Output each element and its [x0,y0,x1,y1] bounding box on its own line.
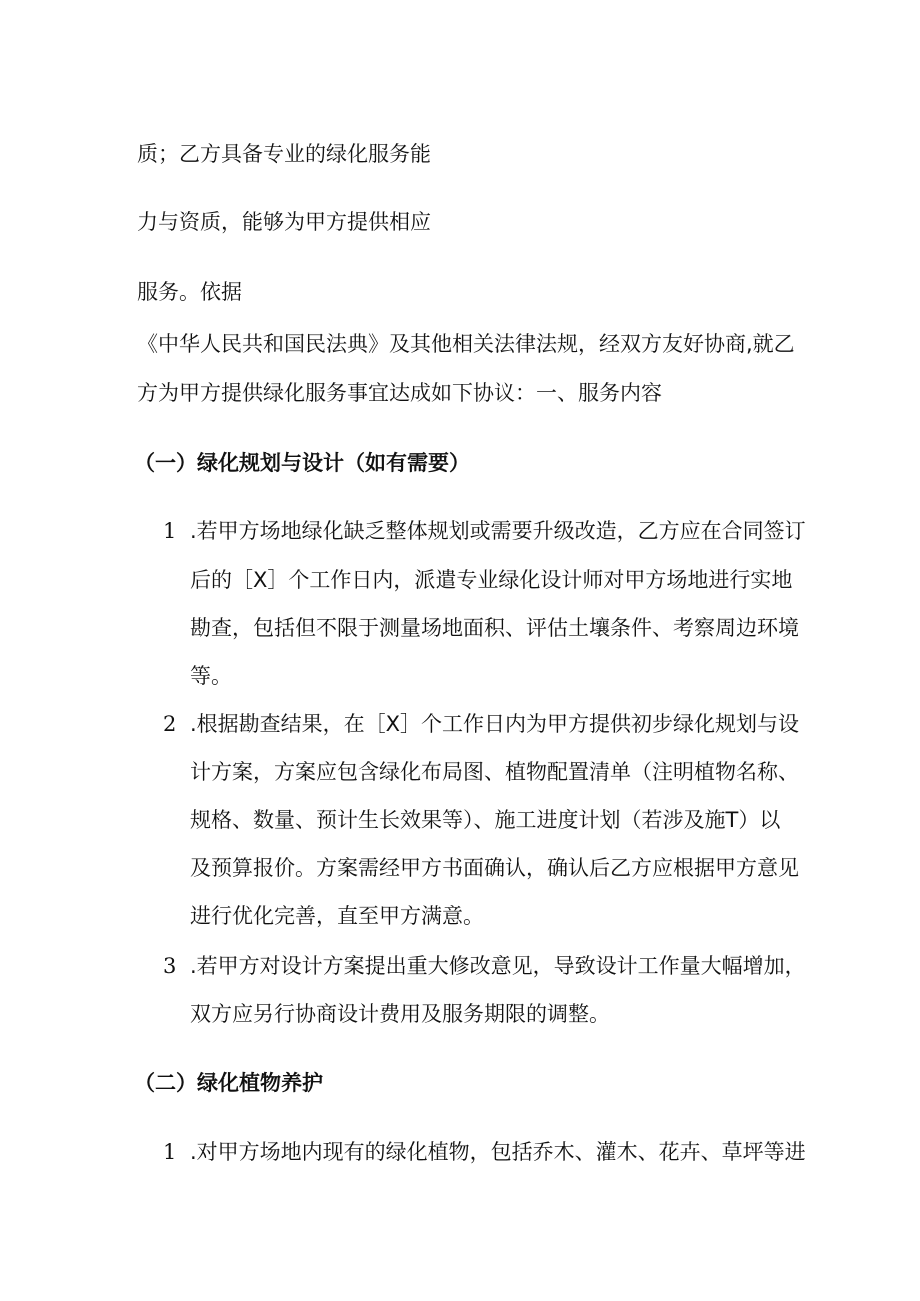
item-2-line-1: .根据勘查结果，在［X］个工作日内为甲方提供初步绿化规划与设 [190,712,800,736]
intro-line-4: 《中华人民共和国民法典》及其他相关法律法规，经双方友好协商,就乙 [137,332,795,356]
item-2-line-5: 进行优化完善，直至甲方满意。 [190,904,484,928]
item-number: 1 [163,1140,177,1164]
section-1-heading: （一）绿化规划与设计（如有需要） [134,451,470,475]
intro-line-3: 服务。依据 [137,280,242,304]
intro-line-5: 方为甲方提供绿化服务事宜达成如下协议：一、服务内容 [137,381,662,405]
item-2-line-2: 计方案，方案应包含绿化布局图、植物配置清单（注明植物名称、 [190,760,799,784]
item-2-line-4: 及预算报价。方案需经甲方书面确认，确认后乙方应根据甲方意见 [190,856,799,880]
item-number: 1 [163,519,177,543]
item-1-line-1: .若甲方场地绿化缺乏整体规划或需要升级改造，乙方应在合同签订 [190,519,806,543]
section-2-item-1-line-1: .对甲方场地内现有的绿化植物，包括乔木、灌木、花卉、草坪等进 [190,1140,806,1164]
item-1-line-2: 后的［X］个工作日内，派遣专业绿化设计师对甲方场地进行实地 [190,568,793,592]
item-number: 2 [163,712,177,736]
item-2-line-3: 规格、数量、预计生长效果等）、施工进度计划（若涉及施T）以 [190,808,781,832]
intro-line-1: 质；乙方具备专业的绿化服务能 [137,142,431,166]
item-1-line-4: 等。 [190,664,232,688]
item-1-line-3: 勘查，包括但不限于测量场地面积、评估土壤条件、考察周边环境 [190,616,799,640]
intro-line-2: 力与资质，能够为甲方提供相应 [137,210,431,234]
item-3-line-1: .若甲方对设计方案提出重大修改意见，导致设计工作量大幅增加， [190,954,806,978]
item-3-line-2: 双方应另行协商设计费用及服务期限的调整。 [190,1002,610,1026]
section-2-heading: （二）绿化植物养护 [134,1071,323,1095]
item-number: 3 [163,954,177,978]
